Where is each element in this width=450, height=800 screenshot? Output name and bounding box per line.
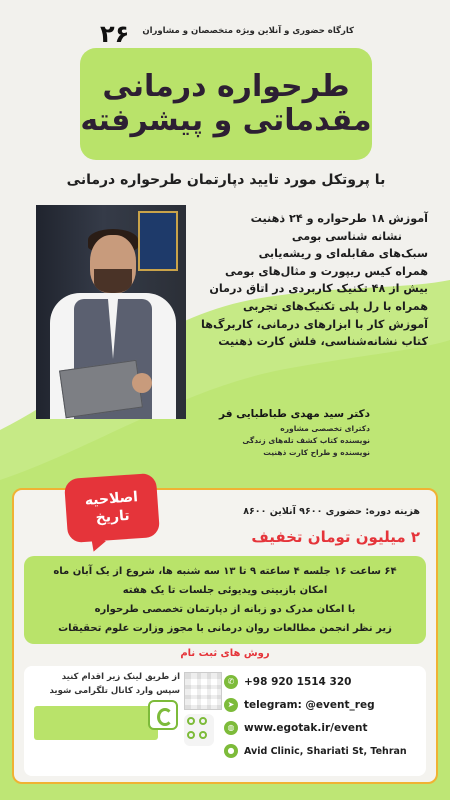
schedule-line: زیر نظر انجمن مطالعات روان درمانی با مجوز وزارت علوم تحقیقات bbox=[58, 623, 392, 634]
telegram-row[interactable] bbox=[224, 695, 375, 715]
workshop-number: ۲۶ bbox=[100, 20, 130, 48]
feature-item: آموزش ۱۸ طرحواره و ۲۴ ذهنیت bbox=[250, 212, 428, 225]
doctor-photo bbox=[36, 205, 186, 419]
schedule-line: امکان بازبینی ویدیوئی جلسات تا یک هفته bbox=[122, 585, 328, 596]
clinic-logo-icon bbox=[184, 714, 214, 746]
workshop-type: کارگاه حضوری و آنلاین ویژه متخصصان و مشاوران bbox=[142, 26, 354, 36]
feature-item: همراه کیس ریپورت و مثال‌های بومی bbox=[225, 264, 428, 278]
feature-item: نشانه شناسی بومی bbox=[291, 229, 402, 243]
whatsapp-icon: ✆ bbox=[224, 675, 238, 689]
feature-item: همراه با رل پلی تکنیک‌های تجربی bbox=[242, 299, 428, 313]
join-link-placeholder[interactable] bbox=[34, 706, 158, 740]
join-line: سپس وارد کانال تلگرامی شوید bbox=[49, 686, 180, 696]
qr-code[interactable] bbox=[184, 672, 222, 710]
discount-text: ۲ میلیون تومان تخفیف bbox=[251, 528, 420, 546]
telegram-id[interactable]: telegram: @event_reg bbox=[244, 699, 375, 711]
doctor-credential: نویسنده و طراح کارت ذهنیت bbox=[263, 448, 370, 457]
phone-number[interactable]: +98 920 1514 320 bbox=[244, 676, 352, 688]
address-row bbox=[224, 741, 407, 761]
badge-line1: اصلاحیه bbox=[84, 489, 139, 509]
feature-item: آموزش کار با ابزارهای درمانی، کاربرگ‌ها bbox=[201, 317, 428, 331]
feature-list bbox=[190, 210, 428, 351]
website-row[interactable] bbox=[224, 718, 368, 738]
feature-item: کتاب نشانه‌شناسی، فلش کارت ذهنیت bbox=[218, 335, 428, 349]
location-icon: ● bbox=[224, 744, 238, 758]
schedule-line: ۶۴ ساعت ۱۶ جلسه ۴ ساعته ۹ تا ۱۳ سه شنبه ها، شروع از یک آبان ماه bbox=[53, 566, 397, 577]
title-box bbox=[80, 48, 372, 160]
contact-box bbox=[24, 666, 426, 776]
join-instructions bbox=[34, 670, 180, 698]
telegram-icon: ➤ bbox=[224, 698, 238, 712]
globe-icon: ◍ bbox=[224, 721, 238, 735]
schedule-box bbox=[24, 556, 426, 644]
website-link[interactable]: www.egotak.ir/event bbox=[244, 722, 368, 734]
doctor-name: دکتر سید مهدی طباطبایی فر bbox=[219, 408, 370, 420]
main-title-line2: مقدماتی و پیشرفته bbox=[80, 103, 372, 138]
date-correction-badge bbox=[64, 473, 160, 543]
schedule-line: با امکان مدرک دو زبانه از دپارتمان تخصصی طرحواره bbox=[94, 604, 356, 615]
subtitle: با پروتکل مورد تایید دپارتمان طرحواره درمانی bbox=[66, 172, 386, 188]
badge-line2: تاریخ bbox=[95, 507, 131, 527]
feature-item: سبک‌های مقابله‌ای و ریشه‌یابی bbox=[258, 247, 428, 261]
join-line: از طریق لینک زیر اقدام کنید bbox=[61, 672, 180, 682]
address-text: Avid Clinic, Shariati St, Tehran bbox=[244, 745, 407, 757]
phone-row[interactable] bbox=[224, 672, 351, 692]
brand-logo-icon bbox=[148, 700, 178, 730]
feature-item: بیش از ۴۸ تکنیک کاربردی در اتاق درمان bbox=[209, 282, 428, 296]
registration-title: روش های ثبت نام bbox=[180, 648, 270, 659]
doctor-info bbox=[220, 408, 370, 459]
doctor-credential: نویسنده کتاب کشف تله‌های زندگی bbox=[242, 436, 370, 445]
course-fee: هزینه دوره: حضوری ۹۶۰۰ آنلاین ۸۶۰۰ bbox=[243, 506, 420, 517]
doctor-credential: دکترای تخصصی مشاوره bbox=[280, 424, 370, 433]
main-title-line1: طرحواره درمانی bbox=[102, 68, 350, 104]
